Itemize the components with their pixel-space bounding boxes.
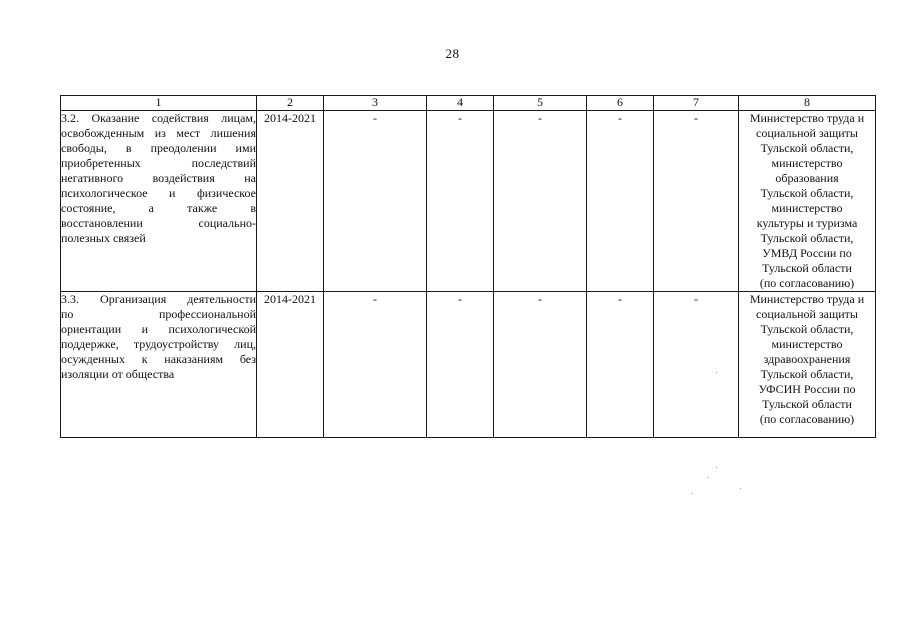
scan-speck <box>691 493 692 494</box>
measure-name-line: освобожденным из мест лишения <box>61 126 256 140</box>
column-header-3: 3 <box>324 96 427 111</box>
executor-line: (по согласованию) <box>759 276 855 290</box>
table-row <box>61 292 876 438</box>
executor-cell <box>739 292 876 438</box>
column-header-7: 7 <box>654 96 739 111</box>
period-cell: 2014-2021 <box>257 111 324 292</box>
executor-line: Тульской области, <box>760 141 854 155</box>
column-header-2: 2 <box>257 96 324 111</box>
executor-line: Тульской области, <box>760 367 854 381</box>
scan-speck <box>716 372 717 373</box>
page-number: 28 <box>445 46 460 61</box>
executor-line: министерство <box>771 201 843 215</box>
measure-name-line: негативного воздействия на <box>61 171 256 185</box>
scan-speck <box>740 488 741 489</box>
executor-line: УМВД России по <box>762 246 852 260</box>
executor-line: Министерство труда и <box>749 111 865 125</box>
executor-line: (по согласованию) <box>759 412 855 426</box>
executor-line: социальной защиты <box>756 307 858 321</box>
measure-name-line: осужденных к наказаниям без <box>61 352 256 366</box>
measure-name-line: полезных связей <box>61 231 146 245</box>
measure-name-line: ориентации и психологической <box>61 322 256 336</box>
measure-name-line: по профессиональной <box>61 307 256 321</box>
header-row <box>61 96 876 111</box>
value-cell: - <box>427 292 494 438</box>
executor-line: Министерство труда и <box>749 292 865 306</box>
executor-line: Тульской области <box>762 261 852 275</box>
measure-name-cell <box>61 292 257 438</box>
value-cell: - <box>654 111 739 292</box>
executor-line: культуры и туризма <box>756 216 858 230</box>
value-cell: - <box>587 111 654 292</box>
measure-name-line: приобретенных последствий <box>61 156 256 170</box>
executor-cell <box>739 111 876 292</box>
measure-name-line: изоляции от общества <box>61 367 175 381</box>
executor-line: Тульской области, <box>760 231 854 245</box>
measure-name-line: 3.2. Оказание содействия лицам, <box>61 111 256 125</box>
column-header-1: 1 <box>61 96 257 111</box>
executor-line: образования <box>775 171 839 185</box>
scan-speck <box>708 477 709 478</box>
measure-name-line: психологическое и физическое <box>61 186 256 200</box>
value-cell: - <box>494 111 587 292</box>
column-header-4: 4 <box>427 96 494 111</box>
measure-name-line: восстановлении социально- <box>61 216 256 230</box>
executor-line: социальной защиты <box>756 126 858 140</box>
column-header-8: 8 <box>739 96 876 111</box>
period-cell: 2014-2021 <box>257 292 324 438</box>
executor-line: здравоохранения <box>763 352 851 366</box>
executor-line: министерство <box>771 156 843 170</box>
measure-name-cell <box>61 111 257 292</box>
measure-name-line: состояние, а также в <box>61 201 256 215</box>
value-cell: - <box>587 292 654 438</box>
executor-line: Тульской области <box>762 397 852 411</box>
column-header-5: 5 <box>494 96 587 111</box>
column-header-6: 6 <box>587 96 654 111</box>
value-cell: - <box>324 292 427 438</box>
executor-line: Тульской области, <box>760 186 854 200</box>
value-cell: - <box>654 292 739 438</box>
executor-line: УФСИН России по <box>758 382 856 396</box>
value-cell: - <box>427 111 494 292</box>
value-cell: - <box>494 292 587 438</box>
program-table <box>60 95 876 438</box>
table-row <box>61 111 876 292</box>
value-cell: - <box>324 111 427 292</box>
measure-name-line: 3.3. Организация деятельности <box>61 292 256 306</box>
executor-line: министерство <box>771 337 843 351</box>
measure-name-line: свободы, в преодолении ими <box>61 141 256 155</box>
scan-speck <box>716 467 717 468</box>
measure-name-line: поддержке, трудоустройству лиц, <box>61 337 256 351</box>
executor-line: Тульской области, <box>760 322 854 336</box>
